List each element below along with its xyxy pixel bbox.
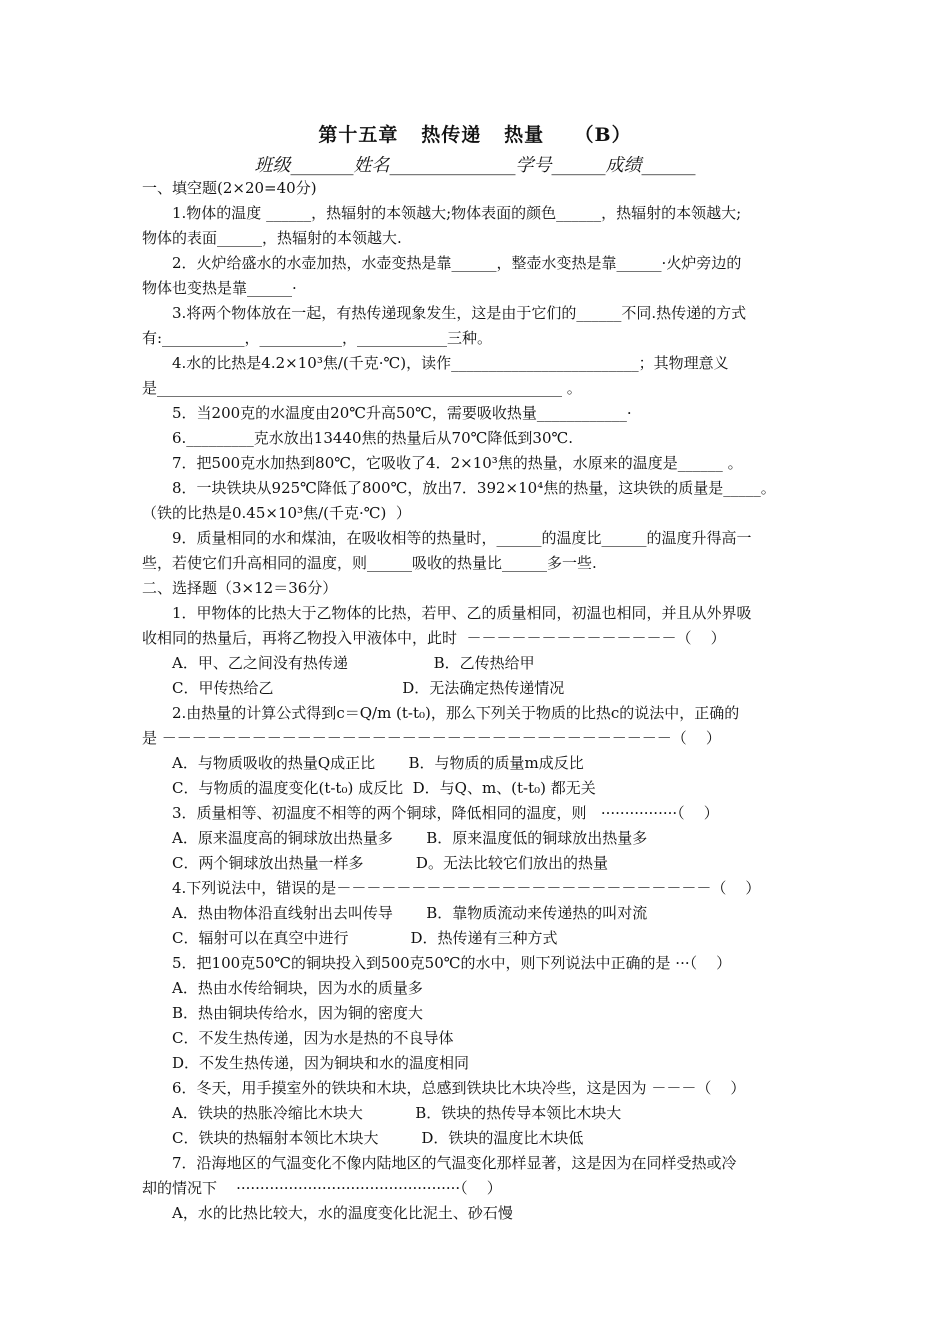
choice-q1-options-cd: C．甲传热给乙 D．无法确定热传递情况 xyxy=(172,679,565,697)
choice-q4-options-ab: A．热由物体沿直线射出去叫传导 B．靠物质流动来传递热的叫对流 xyxy=(172,904,648,922)
fill-q7: 7．把500克水加热到80℃，它吸收了4．2×10³焦的热量，水原来的温度是______ 。 xyxy=(172,454,743,472)
fill-q4-line1: 4.水的比热是4.2×10³焦/(千克·℃)，读作_________________________；其物理意义 xyxy=(172,354,729,372)
fill-q8-line2: （铁的比热是0.45×10³焦/(千克·℃) ） xyxy=(142,504,411,522)
choice-q2-options-cd: C．与物质的温度变化(t-t₀) 成反比 D．与Q、m、(t-t₀) 都无关 xyxy=(172,779,596,797)
fill-q9-line2: 些，若使它们升高相同的温度，则______吸收的热量比______多一些. xyxy=(142,554,597,572)
choice-q4-options-cd: C．辐射可以在真空中进行 D．热传递有三种方式 xyxy=(172,929,558,947)
choice-q5-option-d: D．不发生热传递，因为铜块和水的温度相同 xyxy=(172,1054,470,1072)
choice-q7-line2: 却的情况下 ···············································（ ） xyxy=(142,1179,502,1197)
fill-q8-line1: 8．一块铁块从925℃降低了800℃，放出7．392×10⁴焦的热量，这块铁的质量是_____。 xyxy=(172,479,776,497)
choice-q3: 3．质量相等、初温度不相等的两个铜球，降低相同的温度，则 ················（ ） xyxy=(172,804,719,822)
student-info-line: 班级_______姓名______________学号______成绩______ xyxy=(254,155,696,176)
fill-q4-line2: 是______________________________________________________ 。 xyxy=(142,379,582,397)
choice-q6: 6．冬天，用手摸室外的铁块和木块，总感到铁块比木块冷些，这是因为 －－－（ ） xyxy=(172,1079,746,1097)
choice-q4: 4.下列说法中，错误的是－－－－－－－－－－－－－－－－－－－－－－－－－（ ） xyxy=(172,879,761,897)
choice-q7-line1: 7．沿海地区的气温变化不像内陆地区的气温变化那样显著，这是因为在同样受热或冷 xyxy=(172,1154,737,1172)
choice-q5-option-a: A．热由水传给铜块，因为水的质量多 xyxy=(172,979,423,997)
fill-q5: 5．当200克的水温度由20℃升高50℃，需要吸收热量____________· xyxy=(172,404,632,422)
choice-q5: 5．把100克50℃的铜块投入到500克50℃的水中，则下列说法中正确的是 ···（ ） xyxy=(172,954,732,972)
choice-q2-line1: 2.由热量的计算公式得到c＝Q/m (t-t₀)，那么下列关于物质的比热c的说法中，正确的 xyxy=(172,704,740,722)
choice-q5-option-c: C．不发生热传递，因为水是热的不良导体 xyxy=(172,1029,454,1047)
fill-q3-line2: 有:___________，___________，____________三种。 xyxy=(142,329,493,347)
section-heading-choice: 二、选择题（3×12＝36分） xyxy=(142,579,338,597)
fill-q6: 6._________克水放出13440焦的热量后从70℃降低到30℃. xyxy=(172,429,574,447)
choice-q6-options-ab: A．铁块的热胀冷缩比木块大 B．铁块的热传导本领比木块大 xyxy=(172,1104,622,1122)
fill-q1-line2: 物体的表面______，热辐射的本领越大. xyxy=(142,229,402,247)
choice-q2-line2: 是 －－－－－－－－－－－－－－－－－－－－－－－－－－－－－－－－－－（ ） xyxy=(142,729,721,747)
fill-q1-line1: 1.物体的温度 ______，热辐射的本领越大;物体表面的颜色______，热辐射的本领越大; xyxy=(172,204,742,222)
fill-q9-line1: 9．质量相同的水和煤油，在吸收相等的热量时，______的温度比______的温度升得高一 xyxy=(172,529,752,547)
choice-q7-option-a: A，水的比热比较大，水的温度变化比泥土、砂石慢 xyxy=(172,1204,513,1222)
choice-q1-line1: 1．甲物体的比热大于乙物体的比热，若甲、乙的质量相同，初温也相同，并且从外界吸 xyxy=(172,604,752,622)
fill-q3-line1: 3.将两个物体放在一起，有热传递现象发生，这是由于它们的______不同.热传递的方式 xyxy=(172,304,747,322)
choice-q1-line2: 收相同的热量后，再将乙物投入甲液体中，此时 －－－－－－－－－－－－－－（ ） xyxy=(142,629,726,647)
choice-q1-options-ab: A．甲、乙之间没有热传递 B．乙传热给甲 xyxy=(172,654,535,672)
choice-q3-options-cd: C．两个铜球放出热量一样多 D。无法比较它们放出的热量 xyxy=(172,854,608,872)
choice-q6-options-cd: C．铁块的热辐射本领比木块大 D．铁块的温度比木块低 xyxy=(172,1129,584,1147)
fill-q2-line2: 物体也变热是靠______· xyxy=(142,279,297,297)
choice-q5-option-b: B．热由铜块传给水，因为铜的密度大 xyxy=(172,1004,424,1022)
choice-q3-options-ab: A．原来温度高的铜球放出热量多 B．原来温度低的铜球放出热量多 xyxy=(172,829,648,847)
section-heading-fill-in: 一、填空题(2×20=40分) xyxy=(142,179,317,197)
chapter-title: 第十五章 热传递 热量 （B） xyxy=(318,124,632,146)
choice-q2-options-ab: A．与物质吸收的热量Q成正比 B．与物质的质量m成反比 xyxy=(172,754,584,772)
fill-q2-line1: 2．火炉给盛水的水壶加热，水壶变热是靠______，整壶水变热是靠______·火炉旁边的 xyxy=(172,254,742,272)
